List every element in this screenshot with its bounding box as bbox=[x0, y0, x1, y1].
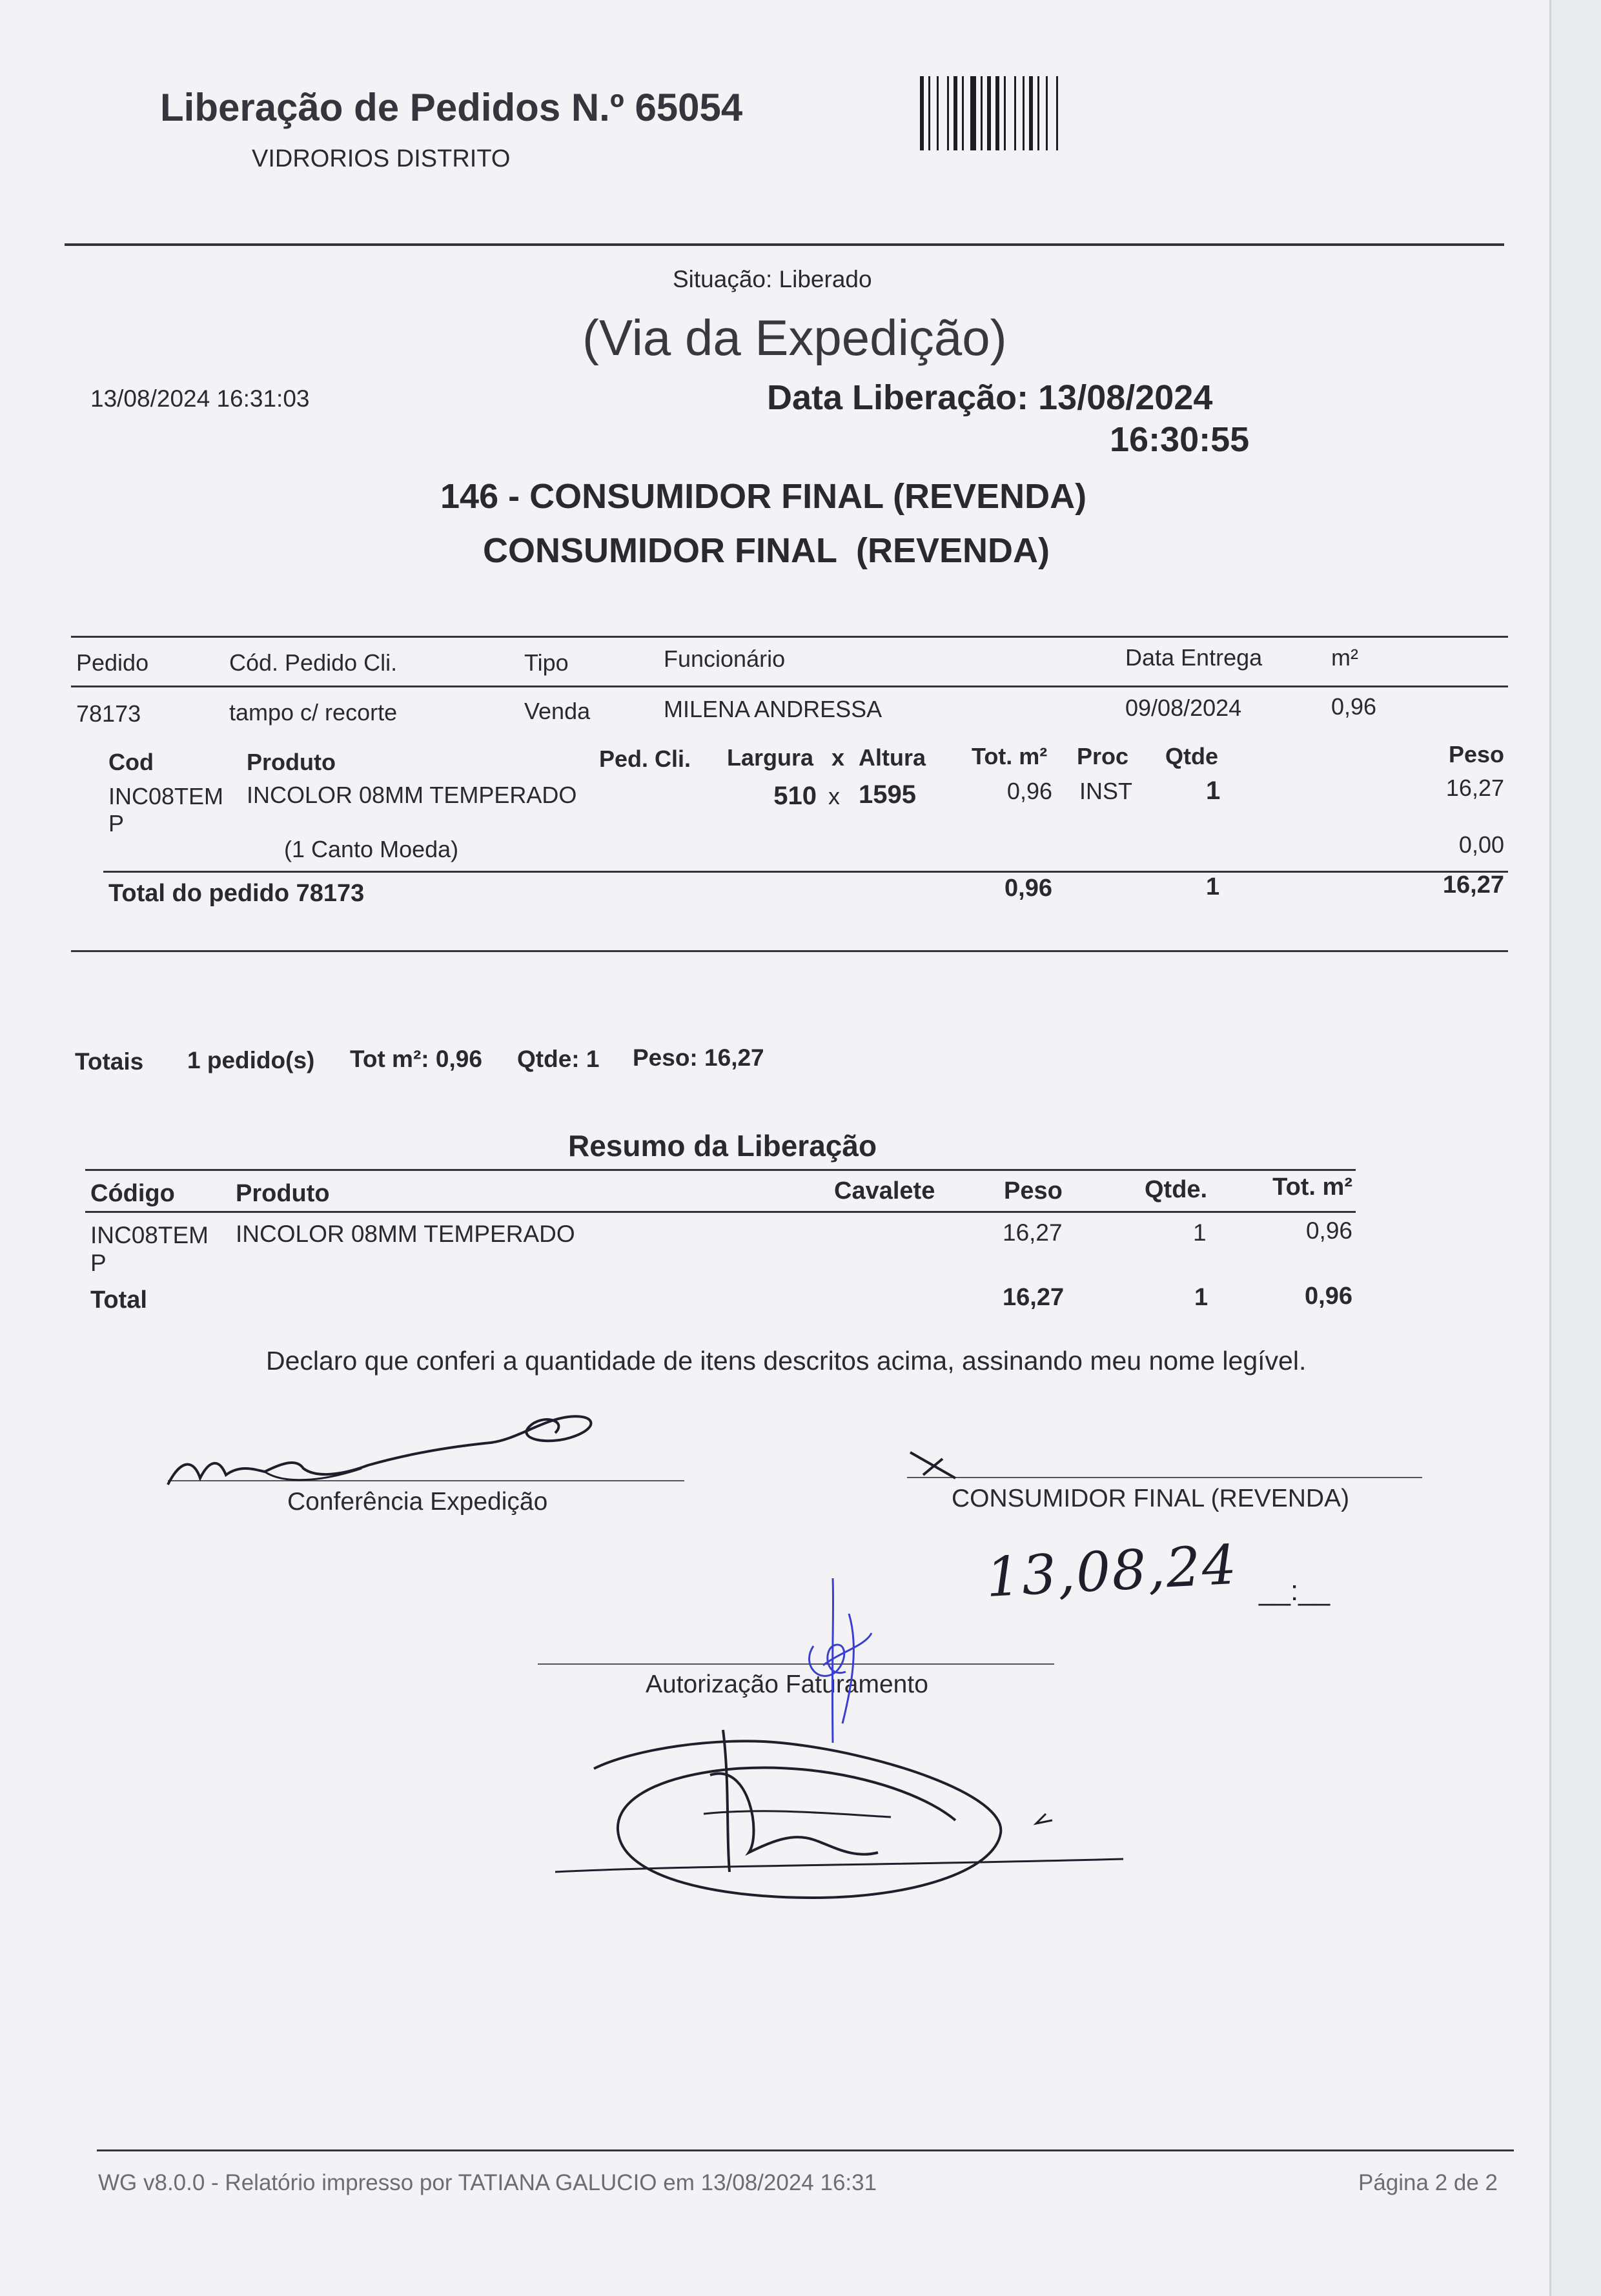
copy-label: (Via da Expedição) bbox=[582, 309, 1007, 366]
release-date: Data Liberação: 13/08/2024 bbox=[767, 378, 1213, 417]
handwritten-date: 13,08,24 bbox=[984, 1532, 1239, 1609]
col-header-tipo: Tipo bbox=[524, 649, 569, 676]
summary-header-qtde: Qtde. bbox=[1145, 1176, 1208, 1203]
footer-page-number: Página 2 de 2 bbox=[1358, 2170, 1498, 2195]
item-sub-peso: 0,00 bbox=[1458, 831, 1504, 858]
handwritten-time-blank: __:__ bbox=[1259, 1575, 1331, 1607]
document-title: Liberação de Pedidos N.º 65054 bbox=[160, 86, 743, 129]
summary-title: Resumo da Liberação bbox=[568, 1129, 877, 1163]
totals-tot-m2: Tot m²: 0,96 bbox=[350, 1046, 482, 1072]
item-x: x bbox=[828, 783, 840, 809]
summary-header-codigo: Código bbox=[90, 1180, 175, 1207]
totals-qtde: Qtde: 1 bbox=[517, 1046, 600, 1072]
barcode-bar bbox=[987, 76, 991, 150]
col-header-data-entrega: Data Entrega bbox=[1125, 644, 1263, 671]
client-name: CONSUMIDOR FINAL (REVENDA) bbox=[483, 531, 1050, 570]
summary-total-label: Total bbox=[90, 1286, 147, 1314]
consumidor-x-mark bbox=[904, 1446, 981, 1485]
summary-header-peso: Peso bbox=[1004, 1177, 1063, 1204]
item-sub-description: (1 Canto Moeda) bbox=[284, 836, 459, 862]
summary-tot-m2: 0,96 bbox=[1305, 1217, 1352, 1244]
footer-print-info: WG v8.0.0 - Relatório impresso por TATIANA GALUCIO em 13/08/2024 16:31 bbox=[98, 2170, 877, 2195]
summary-top-rule bbox=[85, 1169, 1356, 1171]
order-total-m2: 0,96 bbox=[1004, 875, 1052, 902]
item-header-tot-m2: Tot. m² bbox=[972, 743, 1048, 769]
item-proc: INST bbox=[1079, 778, 1133, 804]
order-funcionario: MILENA ANDRESSA bbox=[664, 696, 882, 722]
client-code-name: 146 - CONSUMIDOR FINAL (REVENDA) bbox=[440, 477, 1087, 516]
autorizacao-label: Autorização Faturamento bbox=[646, 1671, 928, 1698]
item-header-x: x bbox=[831, 744, 845, 771]
order-total-peso: 16,27 bbox=[1442, 871, 1504, 899]
item-header-qtde: Qtde bbox=[1165, 743, 1219, 769]
col-header-pedido: Pedido bbox=[76, 649, 149, 676]
order-table-header-rule bbox=[71, 686, 1508, 687]
order-total-qtde: 1 bbox=[1206, 873, 1220, 900]
item-header-peso: Peso bbox=[1448, 741, 1504, 767]
order-cod-pedido-cli: tampo c/ recorte bbox=[229, 699, 398, 726]
consumidor-label: CONSUMIDOR FINAL (REVENDA) bbox=[952, 1485, 1350, 1512]
item-peso: 16,27 bbox=[1445, 775, 1504, 801]
status-text: Situação: Liberado bbox=[673, 266, 872, 292]
item-header-proc: Proc bbox=[1077, 743, 1129, 769]
summary-produto: INCOLOR 08MM TEMPERADO bbox=[236, 1221, 575, 1247]
autorizacao-signature bbox=[555, 1704, 1136, 1917]
item-header-produto: Produto bbox=[247, 749, 336, 775]
totals-pedidos: 1 pedido(s) bbox=[187, 1047, 315, 1073]
header-divider bbox=[65, 243, 1504, 246]
item-header-ped-cli: Ped. Cli. bbox=[599, 746, 691, 772]
item-cod-cont: P bbox=[108, 810, 125, 837]
col-header-funcionario: Funcionário bbox=[664, 645, 786, 672]
order-table-top-rule bbox=[71, 636, 1508, 638]
barcode-bar bbox=[947, 76, 949, 150]
release-time: 16:30:55 bbox=[1110, 420, 1250, 459]
print-datetime: 13/08/2024 16:31:03 bbox=[90, 385, 310, 412]
item-header-altura: Altura bbox=[859, 744, 926, 771]
order-total-label: Total do pedido 78173 bbox=[108, 880, 365, 907]
item-cod: INC08TEM bbox=[108, 783, 224, 809]
item-produto: INCOLOR 08MM TEMPERADO bbox=[247, 782, 577, 808]
barcode bbox=[920, 76, 1175, 150]
item-header-largura: Largura bbox=[727, 744, 814, 771]
item-tot-m2: 0,96 bbox=[1006, 778, 1052, 804]
order-total-rule bbox=[103, 871, 1508, 873]
summary-total-tot-m2: 0,96 bbox=[1305, 1283, 1352, 1310]
barcode-bar bbox=[1004, 76, 1006, 150]
totals-label: Totais bbox=[75, 1048, 144, 1075]
barcode-bar bbox=[981, 76, 983, 150]
barcode-bar bbox=[1029, 76, 1033, 150]
barcode-bar bbox=[1046, 76, 1048, 150]
consumidor-signature-line bbox=[907, 1477, 1422, 1478]
summary-header-cavalete: Cavalete bbox=[834, 1177, 935, 1204]
barcode-bar bbox=[928, 76, 930, 150]
summary-header-produto: Produto bbox=[236, 1180, 330, 1207]
barcode-bar bbox=[995, 76, 999, 150]
barcode-bar bbox=[1023, 76, 1025, 150]
col-header-m2: m² bbox=[1331, 644, 1358, 671]
summary-codigo-cont: P bbox=[90, 1250, 107, 1276]
summary-codigo: INC08TEM bbox=[90, 1222, 209, 1248]
order-tipo: Venda bbox=[524, 698, 591, 724]
company-name: VIDRORIOS DISTRITO bbox=[252, 145, 511, 172]
summary-qtde: 1 bbox=[1193, 1219, 1207, 1246]
barcode-bar bbox=[1037, 76, 1039, 150]
barcode-bar bbox=[1056, 76, 1058, 150]
item-header-cod: Cod bbox=[108, 749, 154, 775]
barcode-bar bbox=[953, 76, 957, 150]
summary-total-qtde: 1 bbox=[1194, 1284, 1208, 1311]
summary-header-tot-m2: Tot. m² bbox=[1272, 1173, 1352, 1201]
barcode-bar bbox=[937, 76, 939, 150]
item-largura: 510 bbox=[773, 782, 817, 810]
order-m2: 0,96 bbox=[1331, 693, 1377, 720]
summary-header-rule bbox=[85, 1211, 1356, 1213]
col-header-cod-pedido-cli: Cód. Pedido Cli. bbox=[229, 649, 398, 676]
barcode-bar bbox=[962, 76, 964, 150]
item-qtde: 1 bbox=[1206, 777, 1221, 805]
orders-end-rule bbox=[71, 950, 1508, 952]
conferencia-label: Conferência Expedição bbox=[287, 1488, 548, 1516]
order-data-entrega: 09/08/2024 bbox=[1125, 695, 1242, 721]
item-altura: 1595 bbox=[859, 780, 916, 809]
declaration-text: Declaro que conferi a quantidade de itens descritos acima, assinando meu nome legível. bbox=[266, 1346, 1307, 1376]
order-pedido: 78173 bbox=[76, 700, 141, 727]
summary-total-peso: 16,27 bbox=[1003, 1284, 1065, 1311]
summary-peso: 16,27 bbox=[1003, 1219, 1063, 1246]
barcode-bar bbox=[920, 76, 924, 150]
barcode-bar bbox=[970, 76, 976, 150]
barcode-bar bbox=[1014, 76, 1016, 150]
footer-rule bbox=[97, 2149, 1514, 2151]
conferencia-signature bbox=[155, 1407, 620, 1504]
totals-peso: Peso: 16,27 bbox=[633, 1044, 764, 1071]
